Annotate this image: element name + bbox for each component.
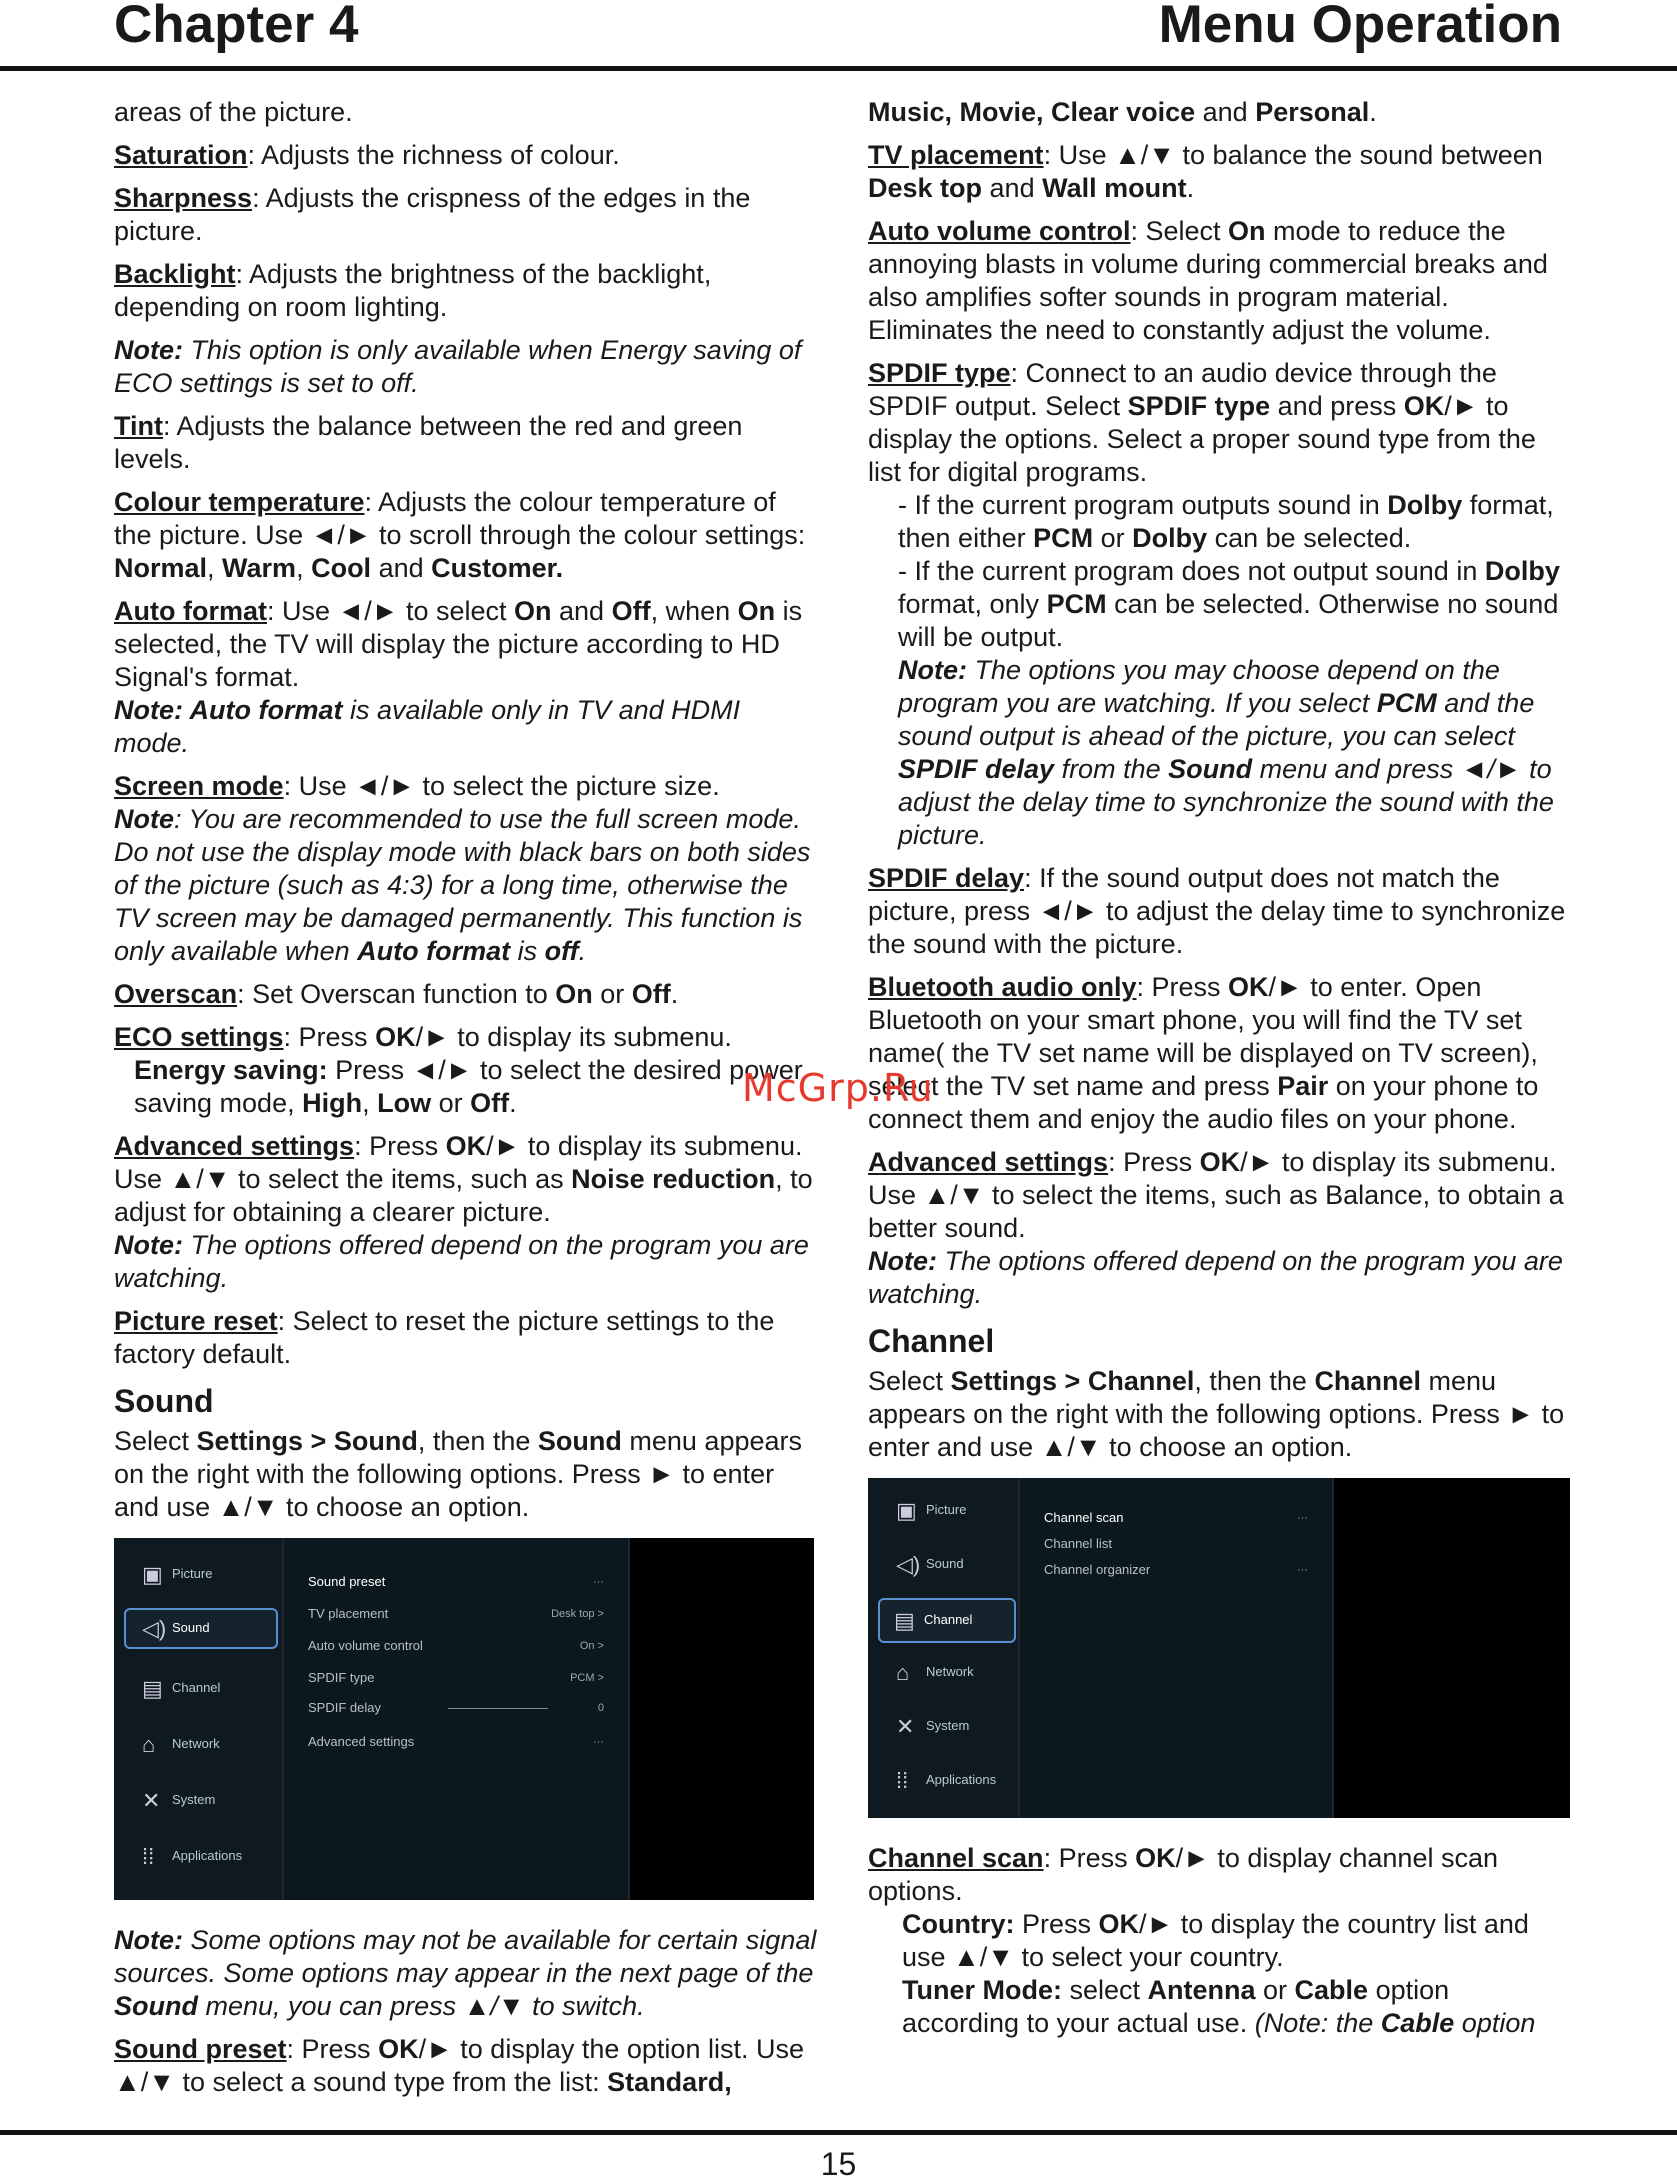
speaker-icon: ◁): [142, 1615, 167, 1641]
country-item: Country: Press OK/► to display the country list and use ▲/▼ to select your country.: [902, 1909, 1529, 1972]
page-header: [0, 0, 1677, 71]
chapter-label: Chapter 4: [114, 0, 359, 54]
tint-item: Tint: Adjusts the balance between the red and green levels.: [114, 411, 743, 474]
sound-preset-item: Sound preset: Press OK/► to display the option list. Use ▲/▼ to select a sound type from the list: Standard,: [114, 2034, 804, 2097]
spdif-bullet: - If the current program outputs sound in Dolby format, then either PCM or Dolby can be selected.: [898, 490, 1554, 553]
saturation-item: Saturation: Adjusts the richness of colour.: [114, 140, 620, 170]
apps-grid-icon: ⁞⁞: [896, 1767, 909, 1793]
option-row: Channel list: [1044, 1536, 1112, 1551]
option-row: Sound preset ···: [308, 1574, 604, 1589]
sidebar-item-sound: ◁) Sound: [124, 1608, 278, 1649]
sidebar-item-channel: ▤ Channel: [878, 1598, 1016, 1643]
sound-menu-screenshot: [114, 1538, 814, 1900]
sidebar-item-applications: ⁞⁞ Applications: [896, 1767, 997, 1793]
page-number: 15: [820, 2146, 857, 2182]
network-icon: ⌂: [142, 1731, 156, 1757]
screen-mode-note: Note: You are recommended to use the full screen mode. Do not use the display mode with black bars on both sides of the picture (such as 4:3) for a long time, otherwise the TV screen may be damaged permanently. This function is only available when Auto format is off.: [114, 804, 811, 966]
advanced-sound-note: Note: The options offered depend on the program you are watching.: [868, 1246, 1563, 1309]
channel-heading: Channel: [868, 1323, 995, 1359]
delay-slider: [448, 1708, 548, 1709]
backlight-note: Note: This option is only available when Energy saving of ECO settings is set to off.: [114, 335, 802, 398]
advanced-settings-item: Advanced settings: Press OK/► to display its submenu. Use ▲/▼ to select the items, such as Noise reduction, to adjust for obtaining a clearer picture.: [114, 1131, 813, 1227]
sidebar-item-picture: ▣ Picture: [142, 1561, 213, 1587]
left-column: [114, 96, 819, 2109]
option-row: Advanced settings ···: [308, 1734, 604, 1749]
spdif-bullet: - If the current program does not output sound in Dolby format, only PCM can be selected. Otherwise no sound will be output.: [898, 556, 1560, 652]
apps-grid-icon: ⁞⁞: [142, 1843, 155, 1869]
advanced-settings-note: Note: The options offered depend on the program you are watching.: [114, 1230, 809, 1293]
channel-menu-screenshot: [868, 1478, 1570, 1818]
sidebar-item-network: ⌂ Network: [896, 1659, 974, 1685]
tools-icon: ✕: [142, 1787, 161, 1813]
settings-sidebar: [868, 1478, 1020, 1818]
sharpness-item: Sharpness: Adjusts the crispness of the edges in the picture.: [114, 183, 751, 246]
network-icon: ⌂: [896, 1659, 910, 1685]
sidebar-item-channel: ▤ Channel: [142, 1675, 221, 1701]
settings-sidebar: [114, 1538, 284, 1900]
speaker-icon: ◁): [896, 1551, 921, 1577]
spdif-type-item: SPDIF type: Connect to an audio device through the SPDIF output. Select SPDIF type and press OK/► to display the options. Select a proper sound type from the list for digital programs.: [868, 358, 1536, 487]
tools-icon: ✕: [896, 1713, 915, 1739]
option-row: Auto volume control On >: [308, 1638, 604, 1653]
auto-volume-item: Auto volume control: Select On mode to reduce the annoying blasts in volume during commercial breaks and also amplifies softer sounds in program material. Eliminates the need to constantly adjust the volume.: [868, 216, 1548, 345]
sidebar-item-picture: ▣ Picture: [896, 1497, 967, 1523]
watermark: McGrp.Ru: [742, 1066, 934, 1110]
paragraph: Music, Movie, Clear voice and Personal.: [868, 97, 1377, 127]
picture-icon: ▣: [142, 1561, 163, 1587]
channel-icon: ▤: [142, 1675, 163, 1701]
sidebar-item-applications: ⁞⁞ Applications: [142, 1843, 243, 1869]
screen-mode-item: Screen mode: Use ◄/► to select the picture size.: [114, 771, 720, 801]
option-row: SPDIF delay 0: [308, 1700, 604, 1715]
footer-rule: [0, 2130, 1677, 2135]
option-row: SPDIF type PCM >: [308, 1670, 604, 1685]
sidebar-item-system: ✕ System: [142, 1787, 216, 1813]
colour-temp-item: Colour temperature: Adjusts the colour temperature of the picture. Use ◄/► to scroll through the colour settings: Normal, Warm, Cool and Customer.: [114, 487, 806, 583]
sidebar-item-sound: ◁) Sound: [896, 1551, 964, 1577]
sidebar-item-system: ✕ System: [896, 1713, 970, 1739]
right-column: [868, 96, 1573, 2050]
sound-heading: Sound: [114, 1383, 214, 1419]
bluetooth-item: Bluetooth audio only: Press OK/► to enter. Open Bluetooth on your smart phone, you will find the TV set name( the TV set name will be displayed on TV screen), select the TV set name and press Pair on your phone to connect them and enjoy the audio files on your phone.: [868, 972, 1539, 1134]
auto-format-item: Auto format: Use ◄/► to select On and Off, when On is selected, the TV will display the picture according to HD Signal's format.: [114, 596, 803, 692]
picture-reset-item: Picture reset: Select to reset the picture settings to the factory default.: [114, 1306, 775, 1369]
tv-placement-item: TV placement: Use ▲/▼ to balance the sound between Desk top and Wall mount.: [868, 140, 1543, 203]
picture-icon: ▣: [896, 1497, 917, 1523]
energy-saving-item: Energy saving: Press ◄/► to select the desired power saving mode, High, Low or Off.: [134, 1055, 803, 1118]
spdif-delay-item: SPDIF delay: If the sound output does not match the picture, press ◄/► to adjust the delay time to synchronize the sound with the picture.: [868, 863, 1566, 959]
tuner-mode-item: Tuner Mode: select Antenna or Cable option according to your actual use. (Note: the Cable option: [902, 1975, 1536, 2038]
eco-settings-item: ECO settings: Press OK/► to display its submenu.: [114, 1022, 732, 1052]
overscan-item: Overscan: Set Overscan function to On or Off.: [114, 979, 679, 1009]
sidebar-item-network: ⌂ Network: [142, 1731, 220, 1757]
option-row: Channel organizer ···: [1044, 1562, 1308, 1577]
channel-scan-item: Channel scan: Press OK/► to display channel scan options.: [868, 1843, 1498, 1906]
option-row: Channel scan ···: [1044, 1510, 1308, 1525]
advanced-sound-item: Advanced settings: Press OK/► to display its submenu. Use ▲/▼ to select the items, such as Balance, to obtain a better sound.: [868, 1147, 1564, 1243]
spdif-note: Note: The options you may choose depend on the program you are watching. If you select PCM and the sound output is ahead of the picture, you can select SPDIF delay from the Sound menu and press ◄/► to adjust the delay time to synchronize the sound with the picture.: [898, 655, 1554, 850]
chapter-title: Menu Operation: [1158, 0, 1562, 54]
channel-intro: Select Settings > Channel, then the Channel menu appears on the right with the following options. Press ► to enter and use ▲/▼ to choose an option.: [868, 1366, 1565, 1462]
sound-intro: Select Settings > Sound, then the Sound menu appears on the right with the following options. Press ► to enter and use ▲/▼ to choose an option.: [114, 1426, 803, 1522]
sound-options-panel: [284, 1538, 630, 1900]
channel-options-panel: [1020, 1478, 1334, 1818]
auto-format-note: Note: Auto format is available only in TV and HDMI mode.: [114, 695, 741, 758]
channel-icon: ▤: [894, 1607, 915, 1633]
paragraph: areas of the picture.: [114, 97, 353, 127]
option-row: TV placement Desk top >: [308, 1606, 604, 1621]
sound-note: Note: Some options may not be available for certain signal sources. Some options may appear in the next page of the Sound menu, you can press ▲/▼ to switch.: [114, 1925, 817, 2021]
backlight-item: Backlight: Adjusts the brightness of the backlight, depending on room lighting.: [114, 259, 712, 322]
